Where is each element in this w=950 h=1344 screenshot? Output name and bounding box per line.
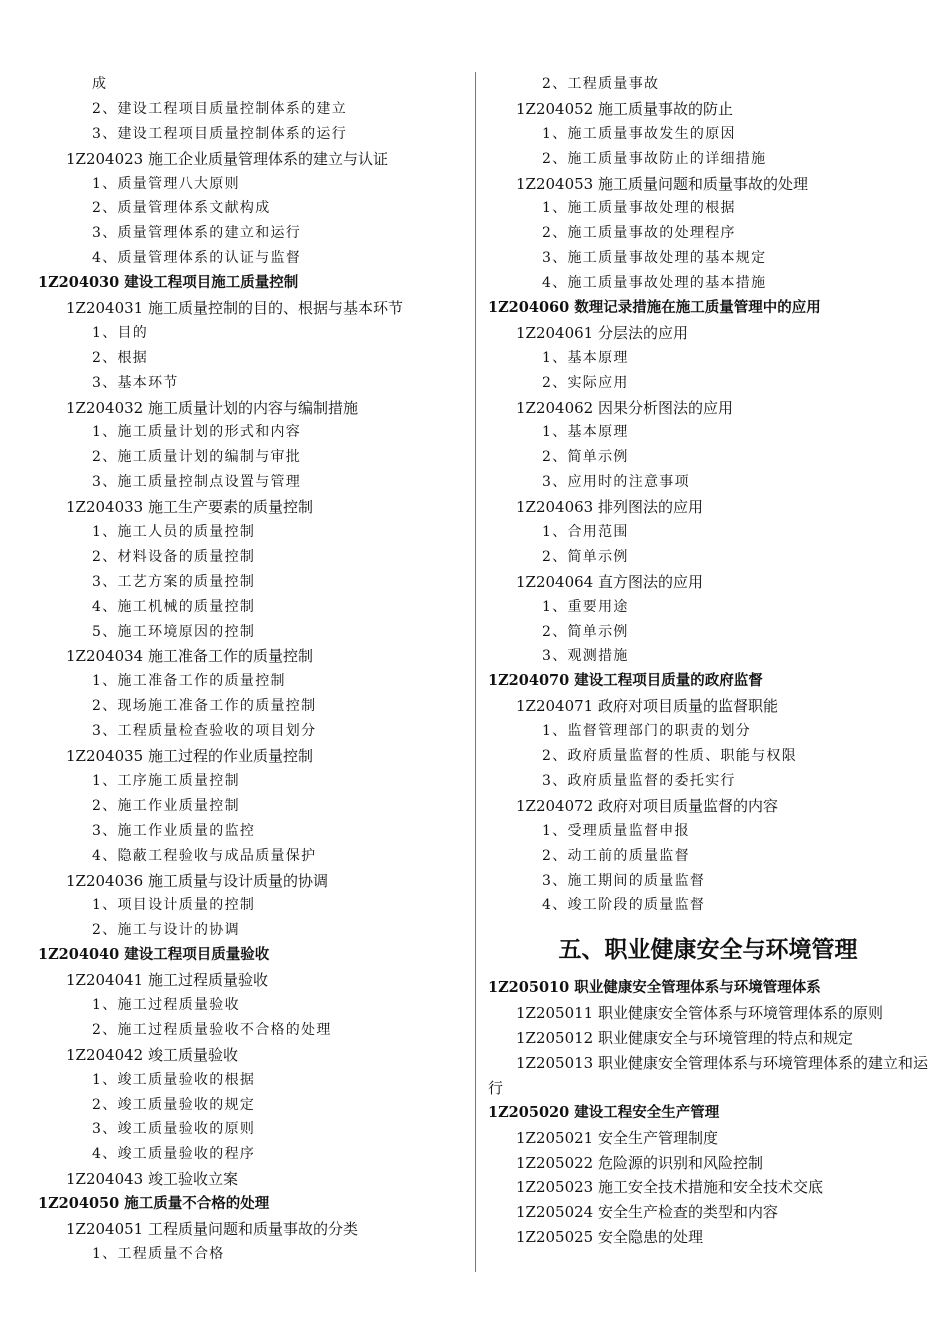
outline-item: 1、受理质量监督申报 [542, 822, 690, 839]
outline-item: 3、竣工质量验收的原则 [92, 1121, 256, 1138]
outline-item: 3、基本环节 [92, 374, 179, 391]
outline-item: 4、质量管理体系的认证与监督 [92, 250, 302, 267]
outline-item: 2、施工过程质量验收不合格的处理 [92, 1021, 332, 1038]
outline-item: 5、施工环境原因的控制 [92, 623, 256, 640]
outline-item: 1、目的 [92, 324, 149, 341]
outline-item: 1、基本原理 [542, 424, 629, 441]
outline-item: 3、施工质量事故处理的基本规定 [542, 250, 767, 267]
right-column-top [488, 72, 928, 918]
section-heading: 1Z205022 危险源的识别和风险控制 [516, 1153, 763, 1172]
left-column [38, 72, 468, 1267]
chapter-heading: 1Z204040 建设工程项目质量验收 [38, 946, 270, 964]
outline-item: 2、施工质量计划的编制与审批 [92, 449, 302, 466]
outline-item: 2、施工作业质量控制 [92, 797, 240, 814]
section-heading: 1Z204052 施工质量事故的防止 [516, 99, 733, 118]
section-heading: 1Z205025 安全隐患的处理 [516, 1228, 703, 1247]
section-heading: 1Z205013 职业健康安全管理体系与环境管理体系的建立和运行 [488, 1053, 928, 1097]
outline-item: 1、工序施工质量控制 [92, 772, 240, 789]
outline-item: 2、材料设备的质量控制 [92, 548, 256, 565]
section-heading: 1Z205024 安全生产检查的类型和内容 [516, 1203, 778, 1222]
outline-item: 4、竣工质量验收的程序 [92, 1146, 256, 1163]
outline-item: 1、施工准备工作的质量控制 [92, 673, 286, 690]
outline-item: 3、质量管理体系的建立和运行 [92, 225, 302, 242]
section-heading: 1Z204051 工程质量问题和质量事故的分类 [66, 1219, 358, 1238]
section-heading: 1Z204035 施工过程的作业质量控制 [66, 747, 313, 766]
outline-item: 2、简单示例 [542, 548, 629, 565]
outline-item: 1、施工质量事故处理的根据 [542, 200, 736, 217]
section-heading: 1Z204062 因果分析图法的应用 [516, 398, 733, 417]
column-divider [475, 72, 476, 1272]
section-heading: 1Z204036 施工质量与设计质量的协调 [66, 871, 328, 890]
outline-item: 1、施工质量事故发生的原因 [542, 125, 736, 142]
section-heading: 1Z205021 安全生产管理制度 [516, 1128, 718, 1147]
outline-item: 2、工程质量事故 [542, 76, 660, 92]
outline-item: 2、施工质量事故防止的详细措施 [542, 150, 767, 167]
outline-item: 3、政府质量监督的委托实行 [542, 772, 736, 789]
outline-item: 2、实际应用 [542, 374, 629, 391]
section-heading: 1Z204072 政府对项目质量监督的内容 [516, 796, 778, 815]
outline-item: 4、施工质量事故处理的基本措施 [542, 275, 767, 292]
section-heading: 1Z204061 分层法的应用 [516, 323, 688, 342]
right-column-bottom [488, 976, 928, 1250]
chapter-heading: 1Z204060 数理记录措施在施工质量管理中的应用 [488, 299, 821, 317]
outline-item: 3、工艺方案的质量控制 [92, 573, 256, 590]
section-heading: 1Z204063 排列图法的应用 [516, 498, 703, 517]
chapter-heading: 1Z204050 施工质量不合格的处理 [38, 1195, 270, 1213]
outline-item: 2、竣工质量验收的规定 [92, 1096, 256, 1113]
outline-item: 4、隐蔽工程验收与成品质量保护 [92, 847, 317, 864]
outline-item: 1、施工过程质量验收 [92, 996, 240, 1013]
outline-item: 1、项目设计质量的控制 [92, 897, 256, 914]
outline-item: 2、施工与设计的协调 [92, 922, 240, 939]
outline-item: 1、基本原理 [542, 349, 629, 366]
section-title: 五、职业健康安全与环境管理 [558, 937, 858, 964]
outline-item: 3、施工质量控制点设置与管理 [92, 474, 302, 491]
outline-item: 2、质量管理体系文献构成 [92, 200, 271, 217]
outline-item: 成 [92, 76, 108, 92]
section-heading: 1Z204023 施工企业质量管理体系的建立与认证 [66, 149, 388, 168]
section-heading: 1Z204043 竣工验收立案 [66, 1170, 238, 1189]
outline-item: 2、根据 [92, 349, 149, 366]
section-heading: 1Z204064 直方图法的应用 [516, 572, 703, 591]
outline-item: 2、政府质量监督的性质、职能与权限 [542, 748, 798, 765]
outline-item: 2、简单示例 [542, 623, 629, 640]
section-heading: 1Z204071 政府对项目质量的监督职能 [516, 697, 778, 716]
section-heading: 1Z205011 职业健康安全管体系与环境管理体系的原则 [516, 1004, 883, 1023]
outline-item: 3、观测措施 [542, 648, 629, 665]
outline-item: 1、重要用途 [542, 598, 629, 615]
outline-item: 2、动工前的质量监督 [542, 847, 690, 864]
section-heading: 1Z204034 施工准备工作的质量控制 [66, 647, 313, 666]
section-heading: 1Z204033 施工生产要素的质量控制 [66, 498, 313, 517]
outline-item: 1、工程质量不合格 [92, 1245, 225, 1262]
section-heading: 1Z204031 施工质量控制的目的、根据与基本环节 [66, 299, 403, 318]
chapter-heading: 1Z204030 建设工程项目施工质量控制 [38, 274, 299, 292]
outline-item: 2、简单示例 [542, 449, 629, 466]
section-heading: 1Z205023 施工安全技术措施和安全技术交底 [516, 1178, 823, 1197]
chapter-heading: 1Z205010 职业健康安全管理体系与环境管理体系 [488, 979, 821, 997]
outline-item: 1、合用范围 [542, 524, 629, 541]
outline-item: 1、监督管理部门的职责的划分 [542, 723, 752, 740]
chapter-heading: 1Z205020 建设工程安全生产管理 [488, 1103, 720, 1121]
section-heading: 1Z205012 职业健康安全与环境管理的特点和规定 [516, 1029, 853, 1048]
chapter-heading: 1Z204070 建设工程项目质量的政府监督 [488, 672, 763, 690]
section-heading: 1Z204042 竣工质量验收 [66, 1045, 238, 1064]
outline-item: 4、竣工阶段的质量监督 [542, 897, 706, 914]
outline-item: 1、施工质量计划的形式和内容 [92, 424, 302, 441]
section-heading: 1Z204053 施工质量问题和质量事故的处理 [516, 174, 808, 193]
outline-item: 2、施工质量事故的处理程序 [542, 225, 736, 242]
outline-item: 4、施工机械的质量控制 [92, 598, 256, 615]
outline-item: 1、施工人员的质量控制 [92, 524, 256, 541]
right-column [488, 72, 928, 1250]
outline-item: 3、施工作业质量的监控 [92, 822, 256, 839]
outline-item: 2、建设工程项目质量控制体系的建立 [92, 100, 348, 117]
outline-item: 3、建设工程项目质量控制体系的运行 [92, 125, 348, 142]
section-heading: 1Z204032 施工质量计划的内容与编制措施 [66, 398, 358, 417]
outline-item: 1、竣工质量验收的根据 [92, 1071, 256, 1088]
section-heading: 1Z204041 施工过程质量验收 [66, 971, 268, 990]
outline-item: 3、应用时的注意事项 [542, 474, 690, 491]
outline-item: 2、现场施工准备工作的质量控制 [92, 698, 317, 715]
outline-item: 3、工程质量检查验收的项目划分 [92, 723, 317, 740]
outline-item: 1、质量管理八大原则 [92, 175, 240, 192]
outline-item: 3、施工期间的质量监督 [542, 872, 706, 889]
